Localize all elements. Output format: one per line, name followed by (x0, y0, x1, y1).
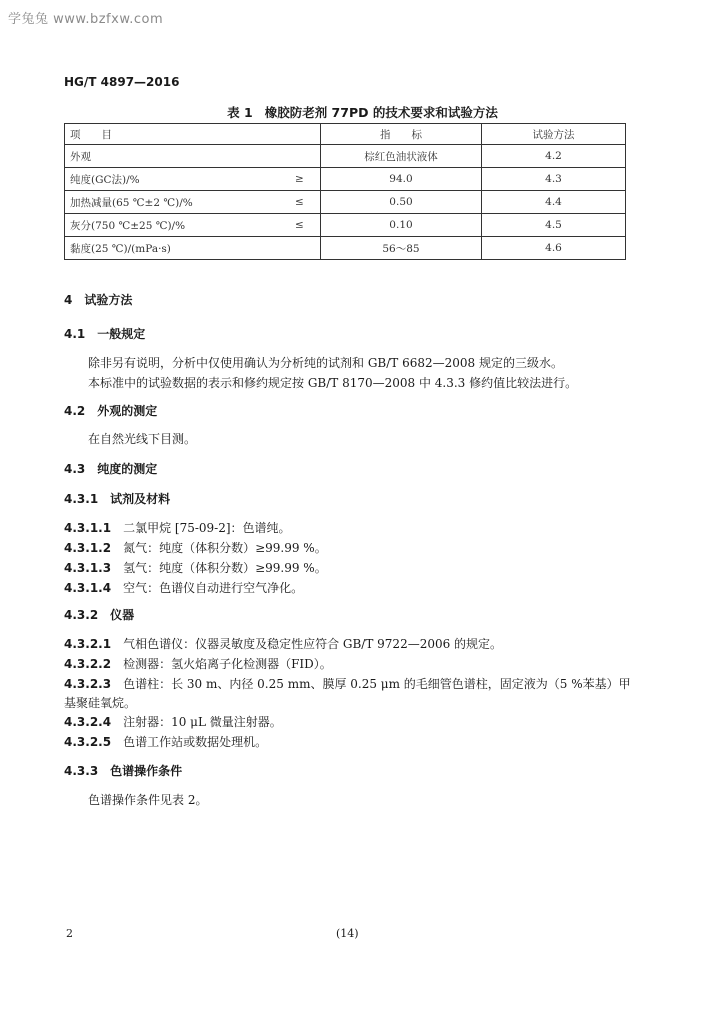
cell-item: 黏度(25 ℃)/(mPa·s) (65, 237, 291, 260)
paragraph: 色谱操作条件见表 2。 (88, 793, 208, 807)
section-number: 4.2 (64, 404, 86, 418)
paragraph: 除非另有说明，分析中仅使用确认为分析纯的试剂和 GB/T 6682—2008 规定的三级水。 (88, 356, 563, 370)
section-4-3-1-heading (64, 490, 634, 508)
cell-item: 外观 (65, 145, 291, 168)
list-item (64, 579, 634, 597)
item-text: 气相色谱仪：仪器灵敏度及稳定性应符合 GB/T 9722—2006 的规定。 (123, 637, 503, 651)
cell-item: 加热减量(65 ℃±2 ℃)/% (65, 191, 291, 214)
cell-value: 94.0 (321, 168, 482, 191)
header-item: 项 目 (65, 124, 321, 145)
list-item (64, 559, 634, 577)
item-number: 4.3.2.3 (64, 677, 112, 691)
section-number: 4 (64, 293, 73, 307)
table-row (65, 214, 626, 237)
cell-value: 56～85 (321, 237, 482, 260)
section-title: 一般规定 (97, 327, 146, 341)
section-4-3-heading (64, 460, 634, 478)
section-number: 4.1 (64, 327, 86, 341)
section-4-3-2-heading (64, 606, 634, 624)
page-number: 2 (66, 927, 73, 940)
cell-method: 4.3 (482, 168, 626, 191)
list-item (64, 655, 634, 673)
cell-cmp: ≤ (290, 191, 321, 214)
table-row (65, 145, 626, 168)
cell-cmp (290, 145, 321, 168)
list-item (64, 539, 634, 557)
list-item (64, 635, 634, 653)
section-title: 试验方法 (84, 293, 133, 307)
item-number: 4.3.1.3 (64, 561, 112, 575)
section-title: 色谱操作条件 (110, 764, 183, 778)
table-caption (0, 103, 725, 121)
item-text: 氢气：纯度（体积分数）≥99.99 %。 (123, 561, 327, 575)
table-row (65, 191, 626, 214)
table-caption-number: 表 1 (227, 105, 253, 120)
list-item (64, 675, 634, 713)
cell-cmp (290, 237, 321, 260)
item-text: 色谱柱：长 30 m、内径 0.25 mm、膜厚 0.25 μm 的毛细管色谱柱，固定液为（5 %苯基）甲基聚硅氧烷。 (64, 677, 631, 710)
cell-method: 4.2 (482, 145, 626, 168)
cell-method: 4.4 (482, 191, 626, 214)
header-method: 试验方法 (482, 124, 626, 145)
item-number: 4.3.1.2 (64, 541, 112, 555)
list-item (64, 519, 634, 537)
section-title: 外观的测定 (97, 404, 158, 418)
item-number: 4.3.1.4 (64, 581, 112, 595)
section-number: 4.3.1 (64, 492, 99, 506)
item-text: 色谱工作站或数据处理机。 (123, 735, 268, 749)
item-number: 4.3.1.1 (64, 521, 112, 535)
table-caption-title: 橡胶防老剂 77PD 的技术要求和试验方法 (264, 105, 498, 120)
item-text: 注射器：10 μL 微量注射器。 (123, 715, 282, 729)
section-4-3-3-heading (64, 762, 634, 780)
item-number: 4.3.2.4 (64, 715, 112, 729)
watermark: 学兔兔 www.bzfxw.com (8, 12, 164, 27)
list-item (64, 733, 634, 751)
section-title: 纯度的测定 (97, 462, 158, 476)
cell-method: 4.6 (482, 237, 626, 260)
cell-method: 4.5 (482, 214, 626, 237)
cell-value: 0.50 (321, 191, 482, 214)
item-number: 4.3.2.2 (64, 657, 112, 671)
table-header-row (65, 124, 626, 145)
page-sequence: (14) (336, 927, 359, 940)
section-number: 4.3.3 (64, 764, 99, 778)
section-4-2-heading (64, 402, 634, 420)
section-number: 4.3.2 (64, 608, 99, 622)
cell-item: 纯度(GC法)/% (65, 168, 291, 191)
item-text: 二氯甲烷 [75-09-2]：色谱纯。 (123, 521, 291, 535)
standard-number: HG/T 4897—2016 (64, 75, 180, 89)
cell-item: 灰分(750 ℃±25 ℃)/% (65, 214, 291, 237)
item-number: 4.3.2.5 (64, 735, 112, 749)
section-4-1-heading (64, 325, 634, 343)
cell-cmp: ≥ (290, 168, 321, 191)
cell-cmp: ≤ (290, 214, 321, 237)
cell-value: 棕红色油状液体 (321, 145, 482, 168)
table-row (65, 237, 626, 260)
item-number: 4.3.2.1 (64, 637, 112, 651)
section-number: 4.3 (64, 462, 86, 476)
paragraph: 在自然光线下目测。 (88, 432, 197, 446)
header-spec: 指 标 (321, 124, 482, 145)
table-row (65, 168, 626, 191)
item-text: 空气：色谱仪自动进行空气净化。 (123, 581, 304, 595)
list-item (64, 713, 634, 731)
section-4-heading (64, 291, 634, 309)
item-text: 氮气：纯度（体积分数）≥99.99 %。 (123, 541, 327, 555)
paragraph: 本标准中的试验数据的表示和修约规定按 GB/T 8170—2008 中 4.3.3 修约值比较法进行。 (88, 376, 578, 390)
spec-table (64, 123, 626, 260)
section-title: 仪器 (110, 608, 135, 622)
section-title: 试剂及材料 (110, 492, 171, 506)
cell-value: 0.10 (321, 214, 482, 237)
item-text: 检测器：氢火焰离子化检测器（FID）。 (123, 657, 332, 671)
